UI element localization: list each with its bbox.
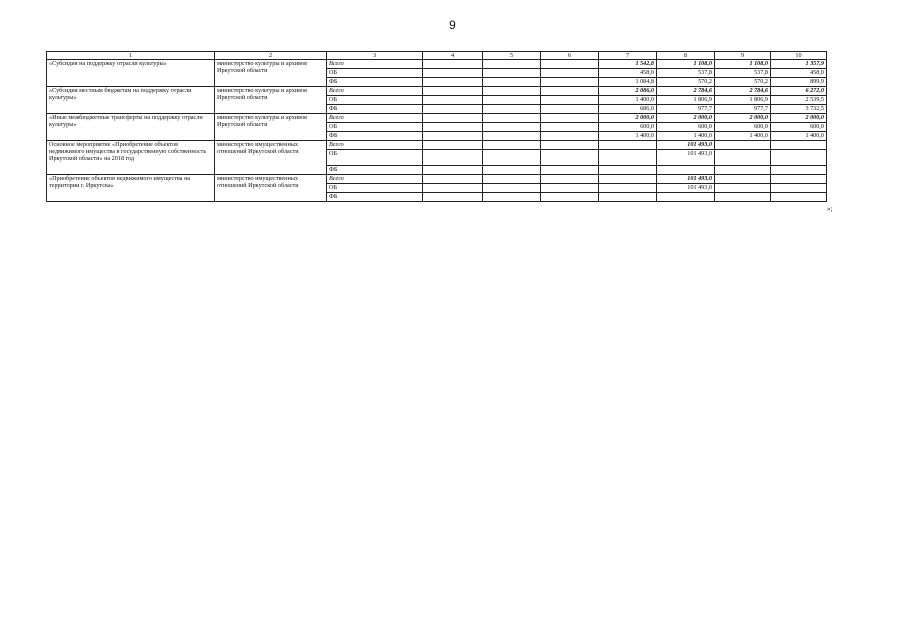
value-cell — [599, 150, 657, 166]
value-cell: 570,2 — [715, 78, 771, 87]
value-cell — [541, 78, 599, 87]
value-cell — [715, 193, 771, 202]
value-cell: 537,8 — [715, 69, 771, 78]
value-cell — [423, 78, 483, 87]
header-cell: 2 — [215, 52, 327, 60]
value-cell — [541, 123, 599, 132]
value-cell — [599, 175, 657, 184]
value-cell: 600,0 — [771, 123, 827, 132]
table-row — [47, 141, 827, 150]
value-cell — [715, 184, 771, 193]
value-cell: 977,7 — [657, 105, 715, 114]
value-cell — [423, 141, 483, 150]
measure-name: «Приобретение объектов недвижимого имущества на территории г. Иркутска» — [47, 175, 215, 202]
value-cell — [483, 175, 541, 184]
value-cell — [541, 184, 599, 193]
responsible-org: министерство имущественных отношений Иркутской области — [215, 175, 327, 202]
header-cell: 1 — [47, 52, 215, 60]
value-cell — [423, 60, 483, 69]
value-cell — [483, 87, 541, 96]
table-row — [47, 87, 827, 96]
value-cell: 899,9 — [771, 78, 827, 87]
value-cell: 1 108,0 — [657, 60, 715, 69]
header-cell: 3 — [327, 52, 423, 60]
value-cell: 101 493,0 — [657, 141, 715, 150]
funding-source: ФБ — [327, 78, 423, 87]
funding-source: Всего — [327, 141, 423, 150]
value-cell: 600,0 — [599, 123, 657, 132]
value-cell — [483, 141, 541, 150]
funding-source: Всего — [327, 175, 423, 184]
header-cell: 5 — [483, 52, 541, 60]
table-row — [47, 114, 827, 123]
value-cell — [599, 184, 657, 193]
responsible-org: министерство имущественных отношений Иркутской области — [215, 141, 327, 175]
value-cell: 570,2 — [657, 78, 715, 87]
funding-source: Всего — [327, 114, 423, 123]
value-cell: 1 400,0 — [715, 132, 771, 141]
funding-source: ОБ — [327, 69, 423, 78]
value-cell: 2 000,0 — [771, 114, 827, 123]
value-cell — [771, 150, 827, 166]
value-cell: 2 000,0 — [657, 114, 715, 123]
table-row — [47, 60, 827, 69]
value-cell — [423, 166, 483, 175]
value-cell: 537,8 — [657, 69, 715, 78]
value-cell — [423, 184, 483, 193]
value-cell — [541, 175, 599, 184]
header-cell: 8 — [657, 52, 715, 60]
value-cell — [599, 193, 657, 202]
header-row — [47, 52, 827, 60]
value-cell — [483, 150, 541, 166]
responsible-org: министерство культуры и архивов Иркутской области — [215, 87, 327, 114]
funding-source: Всего — [327, 87, 423, 96]
funding-source: ОБ — [327, 96, 423, 105]
measure-name: Основное мероприятие «Приобретение объектов недвижимого имущества в государственную собственность Иркутской области» на 2018 год — [47, 141, 215, 175]
value-cell: 600,0 — [657, 123, 715, 132]
funding-source: ОБ — [327, 150, 423, 166]
value-cell — [423, 193, 483, 202]
value-cell — [541, 141, 599, 150]
value-cell — [541, 60, 599, 69]
value-cell: 1 400,0 — [657, 132, 715, 141]
table-body — [47, 52, 827, 202]
value-cell — [599, 166, 657, 175]
value-cell: 101 493,0 — [657, 150, 715, 166]
table-row — [47, 175, 827, 184]
value-cell — [483, 60, 541, 69]
value-cell — [771, 175, 827, 184]
funding-source: ФБ — [327, 132, 423, 141]
value-cell: 101 493,0 — [657, 184, 715, 193]
value-cell — [423, 175, 483, 184]
value-cell: 1 084,8 — [599, 78, 657, 87]
value-cell — [423, 87, 483, 96]
value-cell — [771, 141, 827, 150]
value-cell: 2 784,6 — [715, 87, 771, 96]
value-cell: 1 806,9 — [657, 96, 715, 105]
funding-source: ФБ — [327, 166, 423, 175]
value-cell: 600,0 — [715, 123, 771, 132]
value-cell: 2 539,5 — [771, 96, 827, 105]
value-cell: 2 000,0 — [599, 114, 657, 123]
value-cell — [483, 132, 541, 141]
value-cell — [541, 87, 599, 96]
value-cell — [423, 123, 483, 132]
funding-source: ФБ — [327, 105, 423, 114]
value-cell — [715, 175, 771, 184]
value-cell — [483, 166, 541, 175]
value-cell — [657, 166, 715, 175]
value-cell — [599, 141, 657, 150]
value-cell — [423, 96, 483, 105]
value-cell: 458,0 — [771, 69, 827, 78]
value-cell: 3 732,5 — [771, 105, 827, 114]
value-cell — [541, 166, 599, 175]
value-cell — [483, 114, 541, 123]
header-cell: 7 — [599, 52, 657, 60]
value-cell — [541, 193, 599, 202]
value-cell — [483, 123, 541, 132]
value-cell: 6 272,0 — [771, 87, 827, 96]
value-cell — [483, 184, 541, 193]
value-cell: 2 784,6 — [657, 87, 715, 96]
value-cell: 1 806,9 — [715, 96, 771, 105]
value-cell — [541, 132, 599, 141]
closing-quote-mark: »; — [827, 205, 833, 213]
value-cell — [771, 166, 827, 175]
header-cell: 9 — [715, 52, 771, 60]
value-cell — [715, 141, 771, 150]
responsible-org: министерство культуры и архивов Иркутской области — [215, 114, 327, 141]
page-number: 9 — [449, 18, 456, 32]
value-cell — [483, 78, 541, 87]
value-cell — [483, 193, 541, 202]
value-cell: 1 108,0 — [715, 60, 771, 69]
responsible-org: министерство культуры и архивов Иркутской области — [215, 60, 327, 87]
header-cell: 6 — [541, 52, 599, 60]
value-cell: 2 086,0 — [599, 87, 657, 96]
funding-source: ОБ — [327, 123, 423, 132]
measure-name: «Субсидия на поддержку отрасли культуры» — [47, 60, 215, 87]
funding-source: ФБ — [327, 193, 423, 202]
value-cell — [423, 105, 483, 114]
value-cell — [541, 105, 599, 114]
funding-source: ОБ — [327, 184, 423, 193]
value-cell — [423, 69, 483, 78]
measure-name: «Иные межбюджетные трансферты на поддержку отрасли культуры» — [47, 114, 215, 141]
value-cell — [423, 132, 483, 141]
value-cell — [541, 69, 599, 78]
value-cell: 101 493,0 — [657, 175, 715, 184]
value-cell — [715, 166, 771, 175]
value-cell: 1 542,8 — [599, 60, 657, 69]
value-cell — [541, 96, 599, 105]
value-cell — [483, 96, 541, 105]
value-cell: 1 400,0 — [599, 132, 657, 141]
value-cell: 1 400,0 — [771, 132, 827, 141]
value-cell: 1 357,9 — [771, 60, 827, 69]
header-cell: 4 — [423, 52, 483, 60]
funding-source: Всего — [327, 60, 423, 69]
value-cell — [657, 193, 715, 202]
value-cell: 977,7 — [715, 105, 771, 114]
value-cell — [541, 114, 599, 123]
value-cell — [541, 150, 599, 166]
value-cell — [771, 193, 827, 202]
value-cell — [483, 105, 541, 114]
value-cell: 458,0 — [599, 69, 657, 78]
budget-table — [46, 51, 827, 202]
value-cell — [423, 114, 483, 123]
value-cell: 2 000,0 — [715, 114, 771, 123]
measure-name: «Субсидия местным бюджетам на поддержку отрасли культуры» — [47, 87, 215, 114]
value-cell: 686,0 — [599, 105, 657, 114]
value-cell — [483, 69, 541, 78]
value-cell — [423, 150, 483, 166]
header-cell: 10 — [771, 52, 827, 60]
value-cell — [771, 184, 827, 193]
value-cell: 1 400,0 — [599, 96, 657, 105]
value-cell — [715, 150, 771, 166]
